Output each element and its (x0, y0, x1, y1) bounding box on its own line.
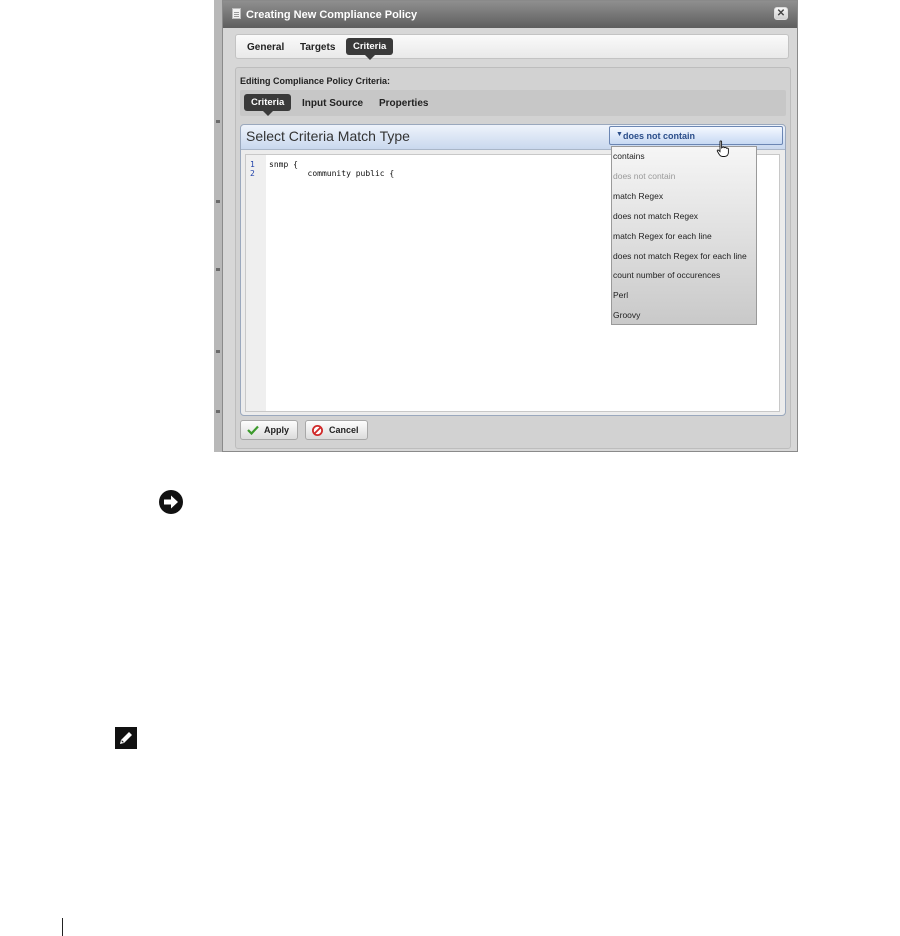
match-type-option-perl[interactable]: Perl (613, 290, 629, 300)
apply-label: Apply (264, 425, 290, 435)
match-type-title: Select Criteria Match Type (246, 128, 410, 144)
line-number: 2 (250, 169, 255, 178)
policy-tabs (235, 34, 789, 59)
subtab-criteria[interactable]: Criteria (244, 94, 291, 111)
tab-general[interactable]: General (247, 42, 285, 53)
match-type-option-match-regex[interactable]: match Regex (613, 191, 664, 201)
dialog-title-bar[interactable] (223, 1, 797, 28)
close-button[interactable]: ✕ (774, 7, 788, 20)
pencil-note-icon (115, 727, 137, 749)
dropdown-arrow-icon: ▼ (616, 131, 623, 138)
arrow-right-circle-icon (158, 489, 184, 515)
match-type-menu (611, 146, 757, 325)
code-line: snmp { (269, 160, 298, 169)
match-type-option-contains[interactable]: contains (613, 151, 645, 161)
code-line: community public { (269, 169, 395, 178)
match-type-option-does-not-match-regex[interactable]: does not match Regex (613, 211, 699, 221)
match-type-option-match-regex-each-line[interactable]: match Regex for each line (613, 231, 712, 241)
hand-pointer-icon (716, 140, 730, 158)
match-type-selected: does not contain (623, 131, 695, 141)
line-number: 1 (250, 160, 255, 169)
match-type-option-groovy[interactable]: Groovy (613, 310, 641, 320)
subtab-input-source[interactable]: Input Source (302, 98, 364, 109)
match-type-dropdown[interactable] (609, 126, 783, 145)
tab-criteria[interactable]: Criteria (346, 38, 393, 55)
match-type-option-not-match-regex-each-line[interactable]: does not match Regex for each line (613, 251, 747, 261)
checkmark-icon (247, 425, 259, 435)
background-app-edge (214, 0, 222, 452)
cancel-circle-icon (312, 425, 323, 436)
document-icon (232, 8, 241, 19)
apply-button[interactable] (240, 420, 298, 440)
dialog-title: Creating New Compliance Policy (246, 9, 418, 21)
line-number-gutter (246, 155, 266, 411)
tab-targets[interactable]: Targets (300, 42, 336, 53)
match-type-option-does-not-contain: does not contain (613, 171, 676, 181)
criteria-subtabs (240, 90, 786, 116)
cancel-button[interactable] (305, 420, 368, 440)
cancel-label: Cancel (329, 425, 359, 435)
subtab-properties[interactable]: Properties (379, 98, 429, 109)
match-type-option-count-occurences[interactable]: count number of occurences (613, 270, 721, 280)
criteria-panel-heading: Editing Compliance Policy Criteria: (240, 76, 391, 86)
page-margin-rule (62, 918, 63, 936)
